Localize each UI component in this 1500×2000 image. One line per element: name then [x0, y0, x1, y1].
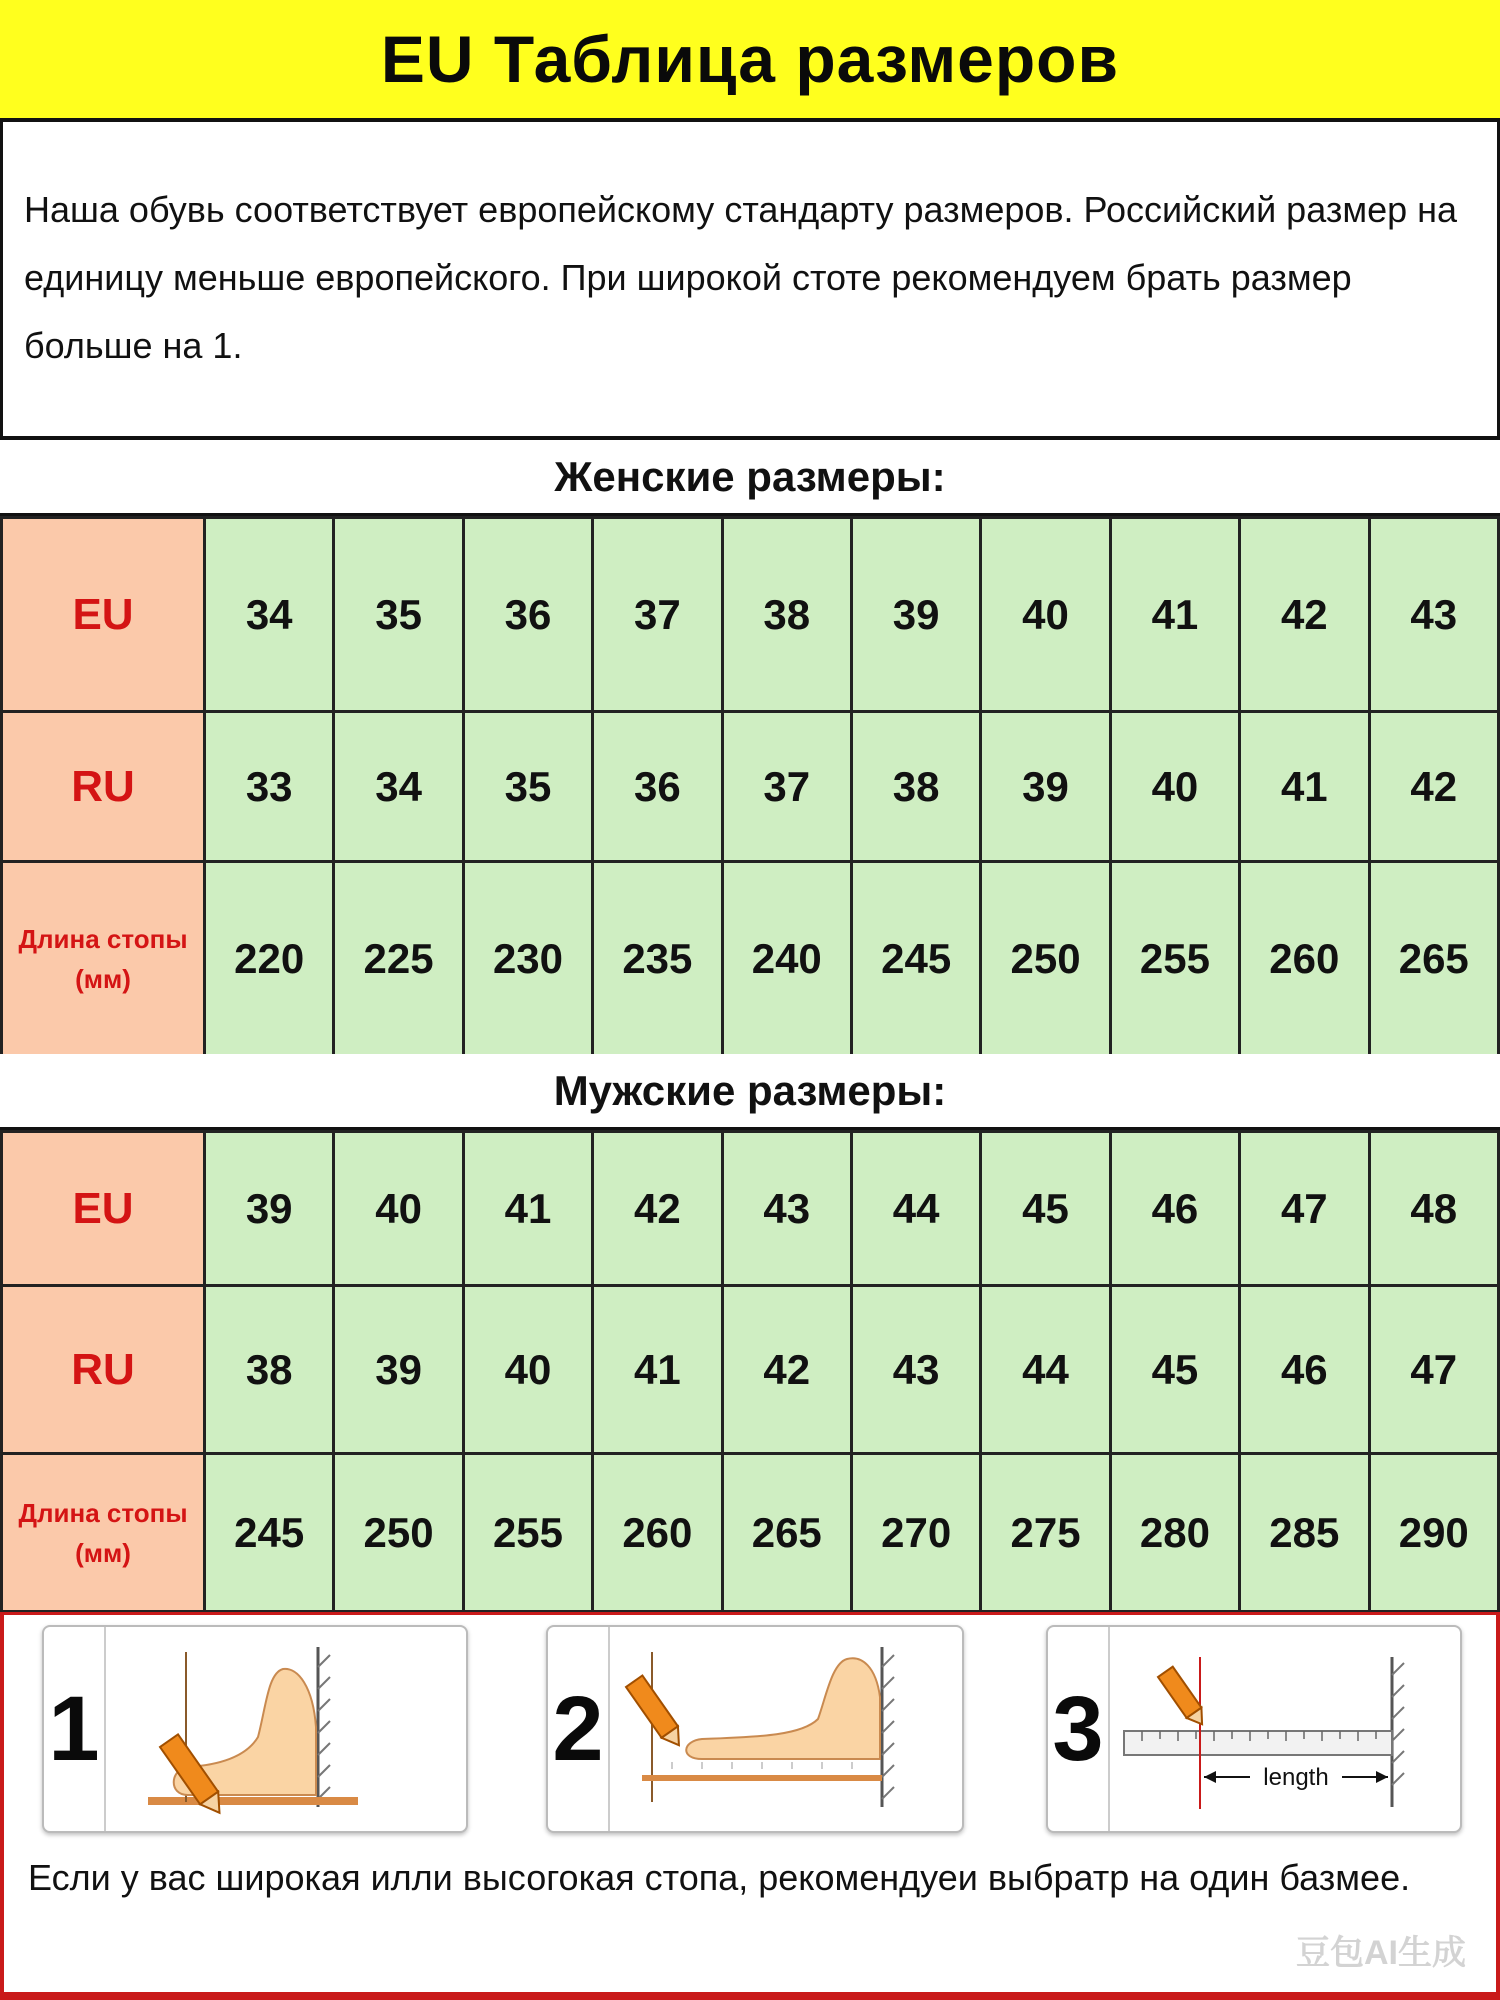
step-3-number: 3: [1048, 1627, 1110, 1831]
men-size-table: [0, 1130, 1500, 1613]
foot-pencil-icon: [108, 1627, 466, 1831]
size-cell: 36: [593, 712, 722, 862]
size-cell: 265: [722, 1454, 851, 1612]
size-cell: 39: [981, 712, 1110, 862]
size-cell: 260: [1240, 862, 1369, 1056]
page-title: EU Таблица размеров: [380, 22, 1120, 96]
step-2-card: [546, 1625, 964, 1833]
size-cell: 275: [981, 1454, 1110, 1612]
row-label: Длина стопы (мм): [2, 1454, 205, 1612]
men-heading-bar: [0, 1054, 1500, 1130]
size-cell: 36: [463, 518, 592, 712]
step-1-number: 1: [44, 1627, 106, 1831]
size-cell: 41: [1240, 712, 1369, 862]
size-cell: 42: [593, 1132, 722, 1286]
size-cell: 39: [334, 1286, 463, 1454]
watermark: 豆包AI生成: [1296, 1934, 1466, 1972]
size-cell: 42: [1240, 518, 1369, 712]
size-cell: 255: [1110, 862, 1239, 1056]
measure-steps: [0, 1612, 1500, 2000]
size-cell: 250: [981, 862, 1110, 1056]
women-row-2: [2, 862, 1499, 1056]
size-cell: 41: [1110, 518, 1239, 712]
size-cell: 34: [205, 518, 334, 712]
women-heading: Женские размеры:: [554, 452, 946, 500]
size-cell: 240: [722, 862, 851, 1056]
size-cell: 35: [463, 712, 592, 862]
title-bar: [0, 0, 1500, 122]
bottom-note: Если у вас широкая илли высогокая стопа, рекомендуеи выбратр на один базмее.: [28, 1857, 1411, 1898]
size-cell: 38: [851, 712, 980, 862]
size-cell: 280: [1110, 1454, 1239, 1612]
size-cell: 48: [1369, 1132, 1498, 1286]
size-cell: 42: [722, 1286, 851, 1454]
size-cell: 245: [851, 862, 980, 1056]
step-1-card: [42, 1625, 468, 1833]
size-cell: 43: [722, 1132, 851, 1286]
intro-text: Наша обувь соответствует европейскому стандарту размеров. Российский размер на единицу меньше европейского. При широкой стоте рекомендуем брать размер больше на 1.: [24, 189, 1458, 366]
size-cell: 260: [593, 1454, 722, 1612]
size-cell: 37: [722, 712, 851, 862]
intro-block: [0, 122, 1500, 440]
size-cell: 42: [1369, 712, 1498, 862]
size-cell: 43: [1369, 518, 1498, 712]
size-cell: 225: [334, 862, 463, 1056]
row-label: Длина стопы (мм): [2, 862, 205, 1056]
size-cell: 39: [851, 518, 980, 712]
size-cell: 44: [981, 1286, 1110, 1454]
men-row-0: [2, 1132, 1499, 1286]
size-cell: 41: [463, 1132, 592, 1286]
size-cell: 45: [981, 1132, 1110, 1286]
size-cell: 40: [334, 1132, 463, 1286]
size-cell: 220: [205, 862, 334, 1056]
size-cell: 47: [1240, 1132, 1369, 1286]
size-cell: 40: [981, 518, 1110, 712]
size-cell: 250: [334, 1454, 463, 1612]
ruler-length-icon: [1112, 1627, 1460, 1831]
size-cell: 38: [205, 1286, 334, 1454]
size-cell: 46: [1110, 1132, 1239, 1286]
length-caption: length: [1263, 1764, 1329, 1791]
size-cell: 43: [851, 1286, 980, 1454]
size-cell: 39: [205, 1132, 334, 1286]
row-label: EU: [2, 1132, 205, 1286]
women-size-table: [0, 516, 1500, 1057]
size-cell: 37: [593, 518, 722, 712]
step-2-number: 2: [548, 1627, 610, 1831]
size-cell: 35: [334, 518, 463, 712]
size-cell: 34: [334, 712, 463, 862]
women-row-0: [2, 518, 1499, 712]
size-cell: 235: [593, 862, 722, 1056]
size-cell: 33: [205, 712, 334, 862]
foot-ruler-icon: [612, 1627, 962, 1831]
size-cell: 40: [463, 1286, 592, 1454]
women-row-1: [2, 712, 1499, 862]
women-heading-bar: [0, 440, 1500, 516]
size-cell: 245: [205, 1454, 334, 1612]
men-row-2: [2, 1454, 1499, 1612]
row-label: RU: [2, 1286, 205, 1454]
row-label: RU: [2, 712, 205, 862]
size-cell: 40: [1110, 712, 1239, 862]
size-cell: 45: [1110, 1286, 1239, 1454]
men-heading: Мужские размеры:: [553, 1066, 947, 1114]
size-cell: 265: [1369, 862, 1498, 1056]
size-cell: 255: [463, 1454, 592, 1612]
size-cell: 38: [722, 518, 851, 712]
size-cell: 47: [1369, 1286, 1498, 1454]
size-cell: 270: [851, 1454, 980, 1612]
size-cell: 285: [1240, 1454, 1369, 1612]
row-label: EU: [2, 518, 205, 712]
step-3-card: [1046, 1625, 1462, 1833]
men-row-1: [2, 1286, 1499, 1454]
size-cell: 230: [463, 862, 592, 1056]
size-cell: 46: [1240, 1286, 1369, 1454]
size-cell: 290: [1369, 1454, 1498, 1612]
size-cell: 44: [851, 1132, 980, 1286]
size-cell: 41: [593, 1286, 722, 1454]
